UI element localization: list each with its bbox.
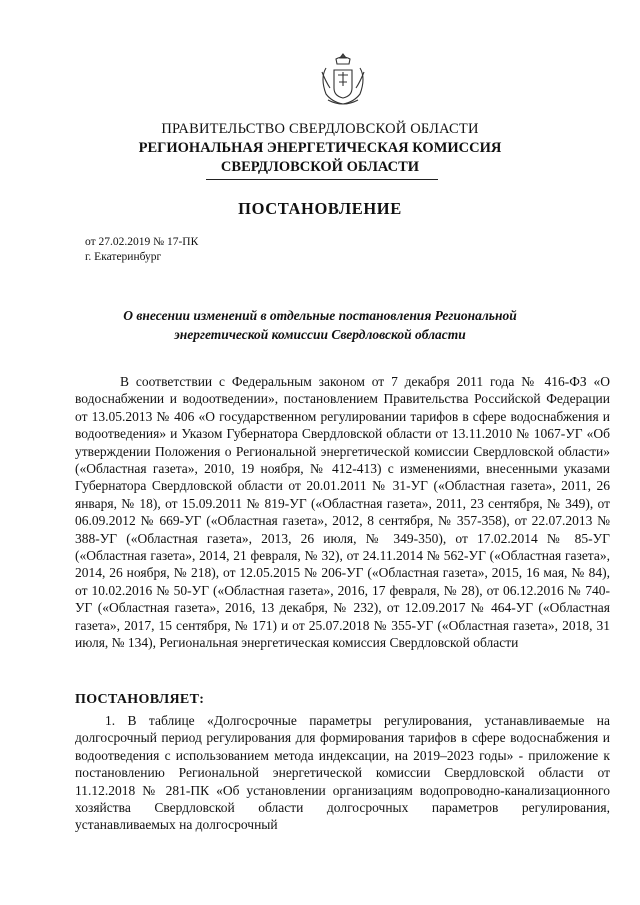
document-date-number: от 27.02.2019 № 17-ПК — [85, 236, 199, 248]
document-city: г. Екатеринбург — [85, 251, 162, 263]
decree-heading: ПОСТАНОВЛЯЕТ: — [75, 692, 205, 707]
government-name: ПРАВИТЕЛЬСТВО СВЕРДЛОВСКОЙ ОБЛАСТИ — [161, 121, 479, 137]
header-divider — [206, 179, 438, 180]
document-subject: О внесении изменений в отдельные постановления Региональной энергетической комиссии Свердловской области — [123, 308, 517, 342]
coat-of-arms-icon — [318, 50, 368, 110]
commission-name-line2: СВЕРДЛОВСКОЙ ОБЛАСТИ — [220, 159, 420, 175]
commission-name-line1: РЕГИОНАЛЬНАЯ ЭНЕРГЕТИЧЕСКАЯ КОМИССИЯ — [138, 140, 502, 156]
item-1-paragraph: 1. В таблице «Долгосрочные параметры регулирования, устанавливаемые на долгосрочный период регулирования для формирования тарифов в сфере водоснабжения и водоотведения с использованием метода индексации, на 2019–2023 годы» - приложение к постановлению Региональной энергетической комиссии Свердловской области от 11.12.2018 № 281-ПК «Об установлении организациям водопроводно-канализационного хозяйства Свердловской области долгосрочных параметров регулирования, устанавливаемых на долгосрочный — [75, 713, 610, 833]
document-title: ПОСТАНОВЛЕНИЕ — [238, 199, 402, 218]
preamble-paragraph: В соответствии с Федеральным законом от 7 декабря 2011 года № 416-ФЗ «О водоснабжении и водоотведении», постановлением Правительства Российской Федерации от 13.05.2013 № 406 «О государственном регулировании тарифов в сфере водоснабжения и водоотведения» и Указом Губернатора Свердловской области от 13.11.2010 № 1067-УГ «Об утверждении Положения о Региональной энергетической комиссии Свердловской области» («Областная газета», 2010, 19 ноября, № 412-413) с изменениями, внесенными указами Губернатора Свердловской области от 20.01.2011 № 31-УГ («Областная газета», 2011, 26 января, № 18), от 15.09.2011 № 819-УГ («Областная газета», 2011, 23 сентября, № 349), от 06.09.2012 № 669-УГ («Областная газета», 2012, 8 сентября, № 357-358), от 22.07.2013 № 388-УГ («Областная газета», 2013, 26 июля, № 349-350), от 17.02.2014 № 85-УГ («Областная газета», 2014, 21 февраля, № 32), от 24.11.2014 № 562-УГ («Областная газета», 2014, 26 ноября, № 218), от 12.05.2015 № 206-УГ («Областная газета», 2015, 16 мая, № 84), от 10.02.2016 № 50-УГ («Областная газета», 2016, 17 февраля, № 28), от 06.12.2016 № 740-УГ («Областная газета», 2016, 13 декабря, № 232), от 12.09.2017 № 464-УГ («Областная газета», 2017, 15 сентября, № 171) и от 25.07.2018 № 355-УГ («Областная газета», 2018, 31 июля, № 134), Региональная энергетическая комиссия Свердловской области — [75, 374, 610, 651]
